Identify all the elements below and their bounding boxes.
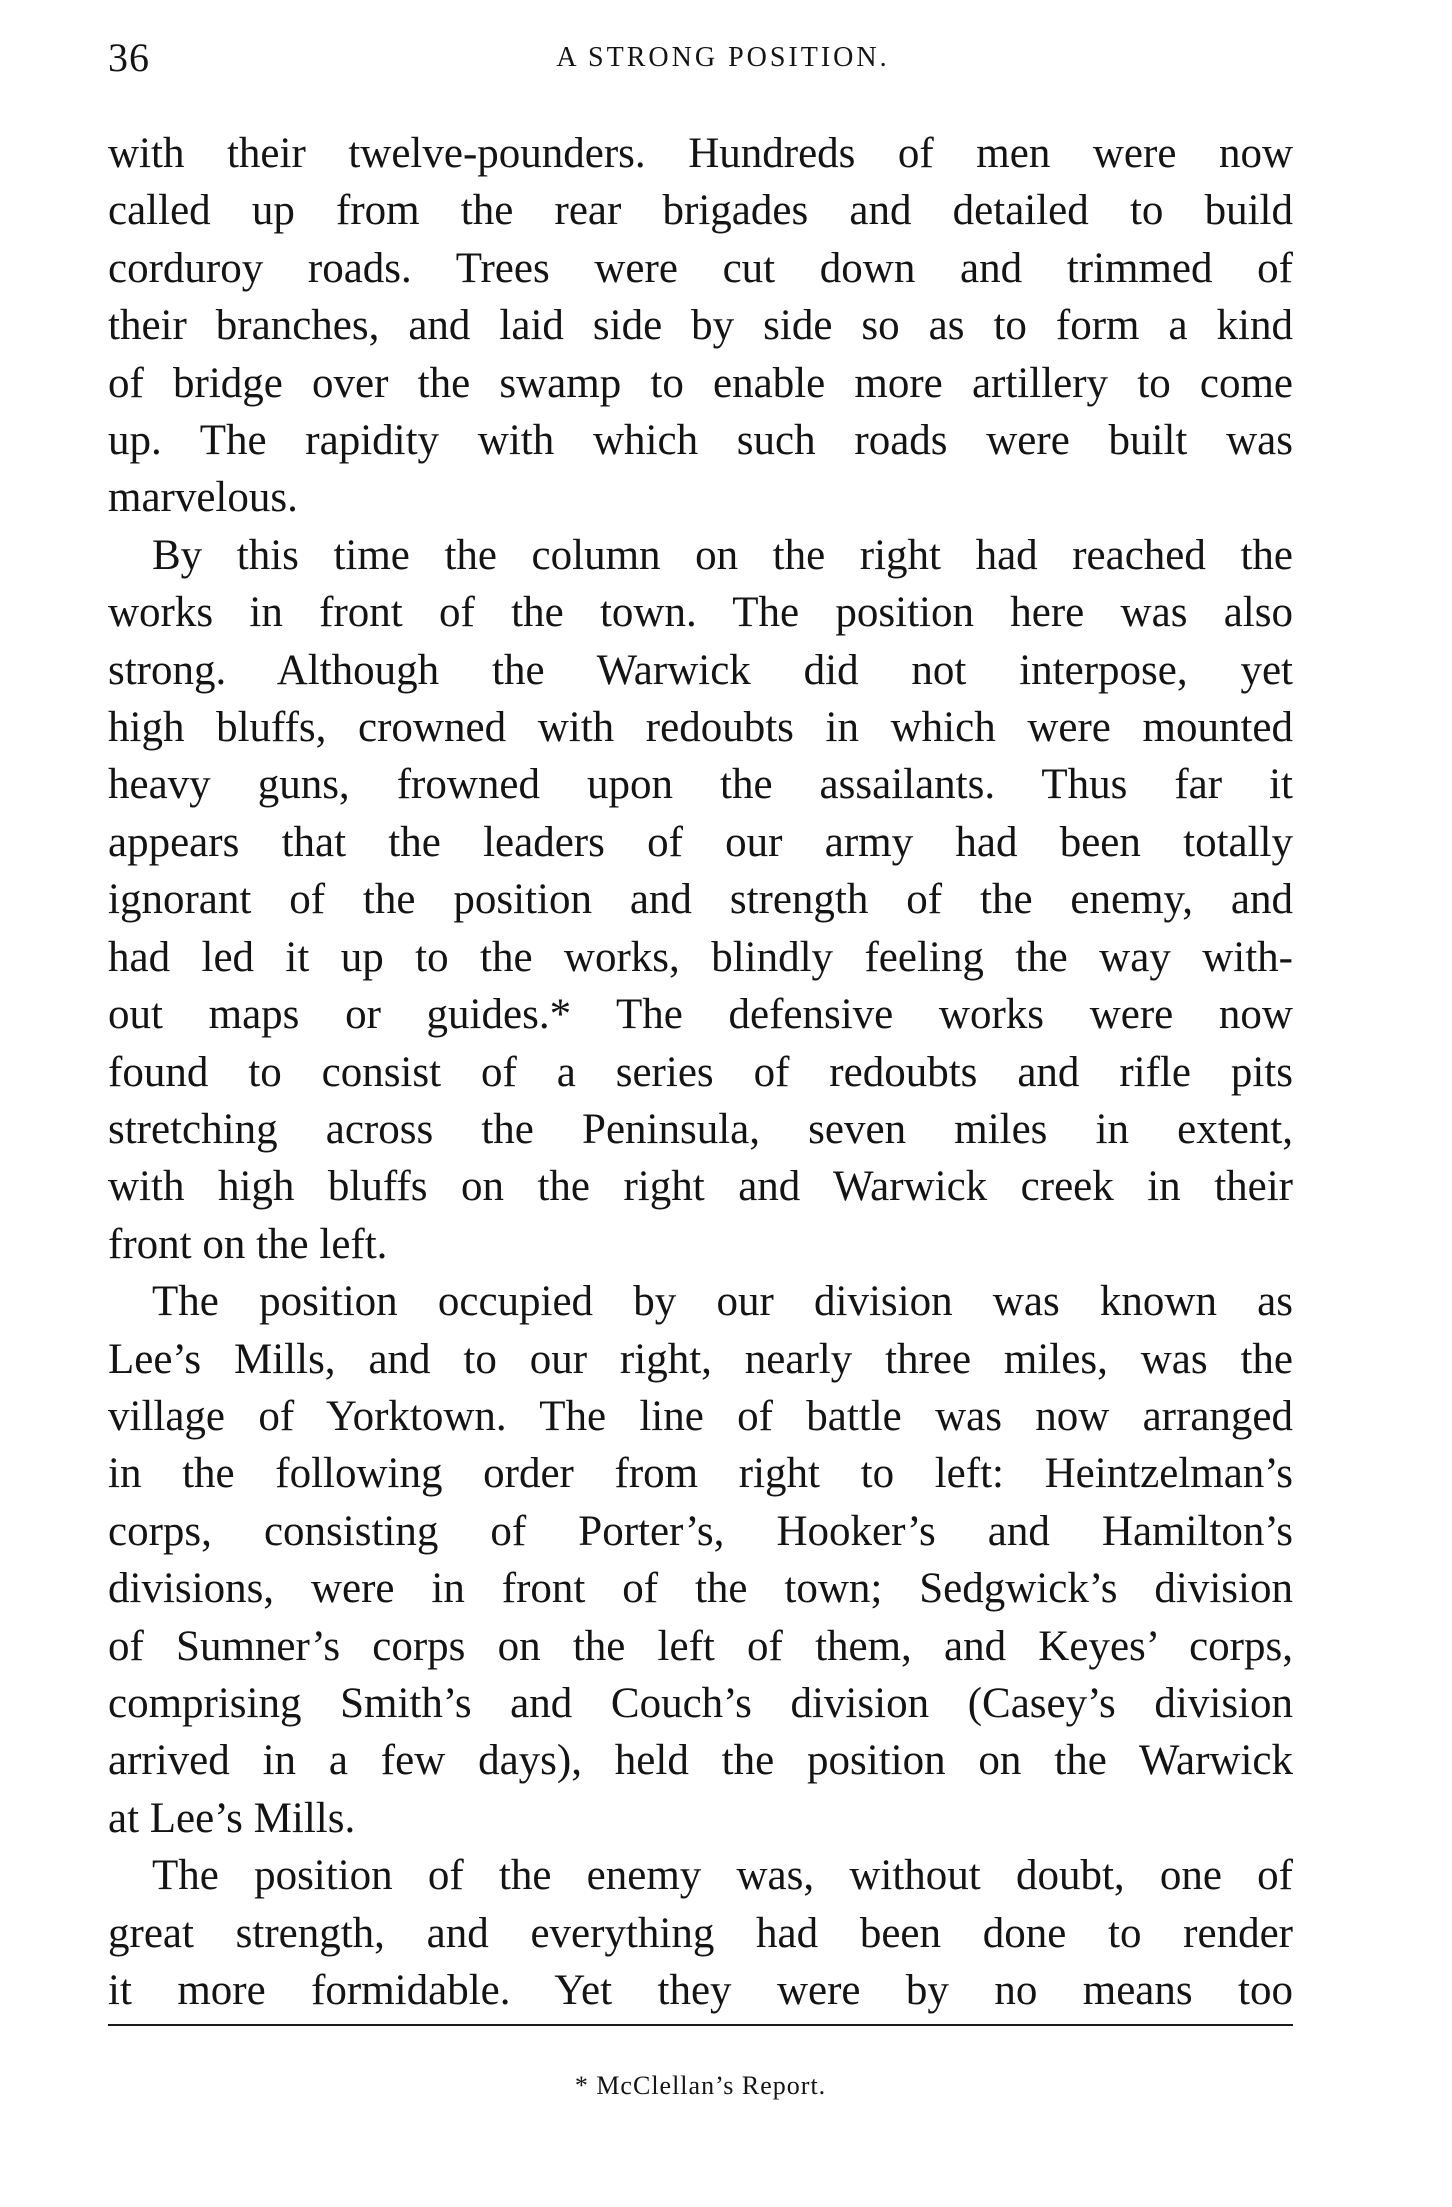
footnote: * McClellan’s Report. — [574, 2071, 827, 2100]
text-line: By this time the column on the right had reached the — [152, 531, 1293, 579]
footnote-rule — [108, 2024, 1293, 2026]
text-line: works in front of the town. The position here was also — [108, 589, 1293, 637]
text-line: at Lee’s Mills. — [108, 1794, 356, 1842]
text-line: corps, consisting of Porter’s, Hooker’s and Hamilton’s — [108, 1507, 1293, 1555]
text-line: ignorant of the position and strength of the enemy, and — [108, 876, 1293, 924]
text-line: marvelous. — [108, 474, 298, 522]
text-line: of Sumner’s corps on the left of them, and Keyes’ corps, — [108, 1622, 1293, 1670]
text-line: called up from the rear brigades and detailed to build — [108, 187, 1293, 235]
text-line: with their twelve-pounders. Hundreds of men were now — [108, 130, 1293, 177]
text-line: stretching across the Peninsula, seven miles in extent, — [108, 1105, 1293, 1153]
text-line: The position occupied by our division was known as — [152, 1278, 1293, 1326]
text-line: their branches, and laid side by side so as to form a kind — [108, 302, 1293, 350]
text-line: front on the left. — [108, 1220, 388, 1268]
text-line: strong. Although the Warwick did not interpose, yet — [108, 646, 1293, 694]
text-line: corduroy roads. Trees were cut down and trimmed of — [108, 244, 1293, 292]
text-line: with high bluffs on the right and Warwick creek in their — [108, 1163, 1293, 1211]
text-line: had led it up to the works, blindly feeling the way with- — [108, 933, 1293, 981]
text-line: village of Yorktown. The line of battle was now arranged — [108, 1392, 1293, 1440]
text-line: in the following order from right to left: Heintzelman’s — [108, 1450, 1293, 1498]
text-line: great strength, and everything had been done to render — [108, 1909, 1293, 1957]
text-line: comprising Smith’s and Couch’s division (Casey’s division — [108, 1679, 1293, 1727]
text-line: arrived in a few days), held the position on the Warwick — [108, 1737, 1293, 1785]
page-number: 36 — [108, 35, 150, 80]
text-line: divisions, were in front of the town; Sedgwick’s division — [108, 1565, 1293, 1613]
running-head — [108, 28, 1298, 88]
text-line: heavy guns, frowned upon the assailants. Thus far it — [108, 761, 1293, 809]
running-title: A STRONG POSITION. — [556, 42, 890, 73]
text-line: of bridge over the swamp to enable more artillery to come — [108, 359, 1293, 407]
text-line: Lee’s Mills, and to our right, nearly three miles, was the — [108, 1335, 1293, 1383]
text-line: high bluffs, crowned with redoubts in which were mounted — [108, 704, 1293, 752]
body-text — [108, 125, 1293, 2019]
text-line: out maps or guides.* The defensive works were now — [108, 991, 1293, 1039]
text-line: appears that the leaders of our army had been totally — [108, 818, 1293, 866]
text-line: up. The rapidity with which such roads were built was — [108, 417, 1293, 465]
text-line: The position of the enemy was, without doubt, one of — [152, 1852, 1293, 1900]
text-line: it more formidable. Yet they were by no means too — [108, 1967, 1293, 2014]
text-line: found to consist of a series of redoubts and rifle pits — [108, 1048, 1293, 1096]
